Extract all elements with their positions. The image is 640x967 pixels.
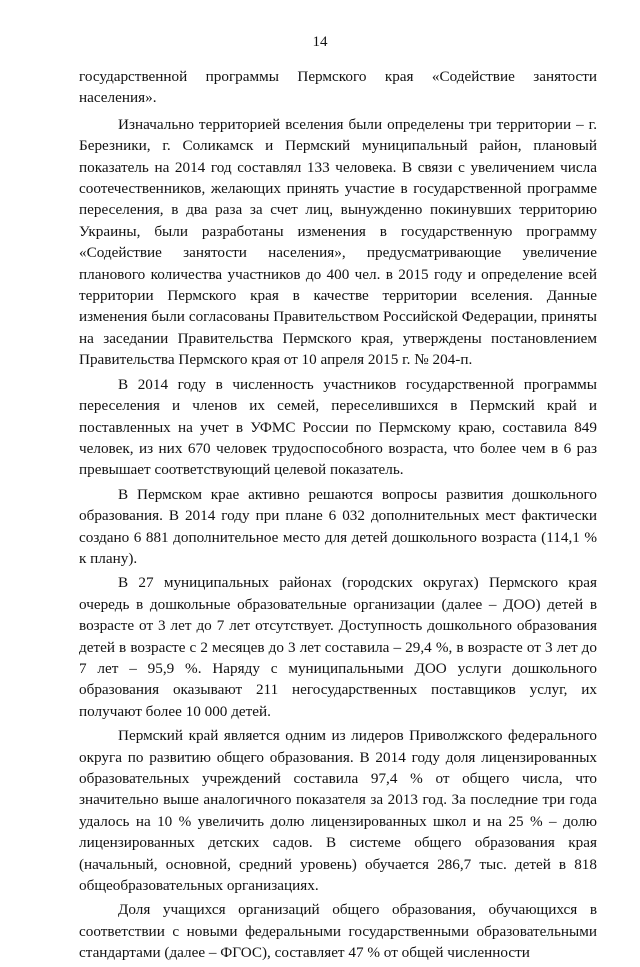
paragraph-fgos-share: Доля учащихся организаций общего образования, обучающихся в соответствии с новыми федеральными государственными образовательными стандартами (далее – ФГОС), составляет 47 % от общей численности <box>79 901 597 962</box>
page-number: 14 <box>312 34 328 50</box>
paragraph-preschool-access: В 27 муниципальных районах (городских округах) Пермского края очередь в дошкольные образовательные организации (далее – ДОО) детей в возрасте от 3 лет до 7 лет отсутствует. Доступность дошкольного образования детей в возрасте с 2 месяцев до 3 лет составила – 29,4 %, в возрасте от 3 лет до 7 лет – 95,9 %. Наряду с муниципальными ДОО услуги дошкольного образования оказывают 211 негосударственных поставщиков услуг, их получают более 10 000 детей. <box>79 574 597 720</box>
document-body <box>79 66 597 967</box>
paragraph-settlement-territories: Изначально территорией вселения были определены три территории – г. Березники, г. Соликамск и Пермский муниципальный район, плановый показатель на 2014 год составлял 133 человека. В связи с увеличением числа соотечественников, желающих принять участие в государственной программе переселения, в два раза за счет лиц, вынужденно покинувших территорию Украины, были разработаны изменения в государственную программу «Содействие занятости населения», предусматривающие увеличение планового количества участников до 400 чел. в 2015 году и определение всей территории Пермского края в качестве территории вселения. Данные изменения были согласованы Правительством Российской Федерации, приняты на заседании Правительства Пермского края, утверждены постановлением Правительства Пермского края от 10 апреля 2015 г. № 204-п. <box>79 115 597 369</box>
paragraph-general-education: Пермский край является одним из лидеров Приволжского федерального округа по развитию общего образования. В 2014 году доля лицензированных образовательных учреждений составила 97,4 % от общего числа, что значительно выше аналогичного показателя за 2013 год. За последние три года удалось на 10 % увеличить долю лицензированных школ и на 25 % – долю лицензированных детских садов. В системе общего образования края (начальный, основной, средний уровень) обучается 286,7 тыс. детей в 818 общеобразовательных организациях. <box>79 727 597 895</box>
paragraph-preschool-development: В Пермском крае активно решаются вопросы развития дошкольного образования. В 2014 году при плане 6 032 дополнительных мест фактически создано 6 881 дополнительное место для детей дошкольного возраста (114,1 % к плану). <box>79 485 597 567</box>
paragraph-program-participants: В 2014 году в численность участников государственной программы переселения и членов их семей, переселившихся в Пермский край и поставленных на учет в УФМС России по Пермскому краю, составила 849 человек, из них 670 человек трудоспособного возраста, что более чем в 6 раз превышает соответствующий целевой показатель. <box>79 375 597 479</box>
paragraph-continuation: государственной программы Пермского края «Содействие занятости населения». <box>79 68 597 107</box>
